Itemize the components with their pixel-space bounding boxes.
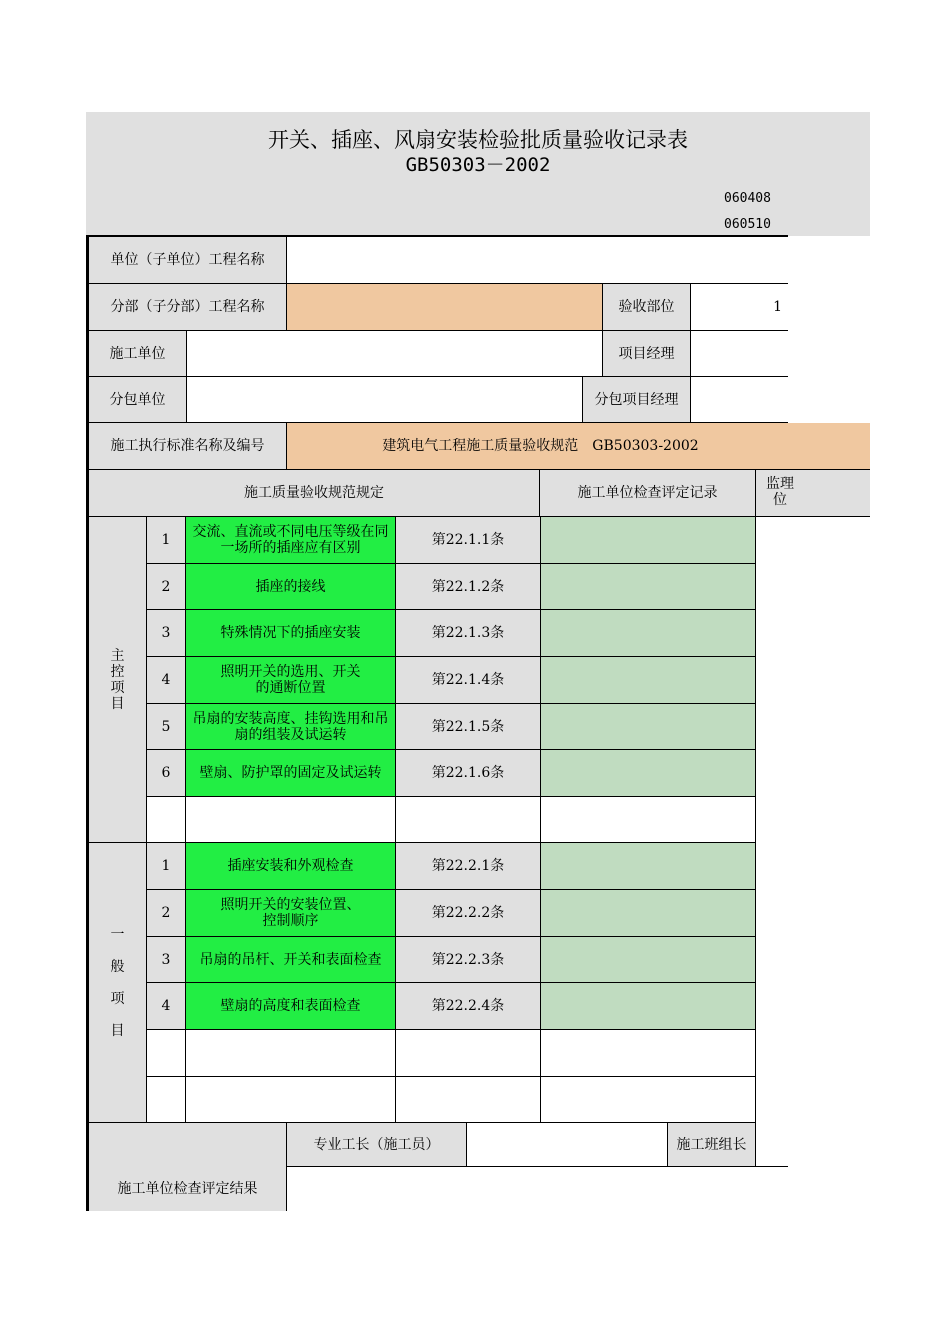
- general-item-record-empty[interactable]: [541, 1030, 756, 1077]
- main-item-desc: 壁扇、防护罩的固定及试运转: [186, 750, 396, 797]
- project-manager-field[interactable]: [691, 331, 788, 377]
- general-item-no: 3: [147, 937, 186, 983]
- main-item-desc: 特殊情况下的插座安装: [186, 610, 396, 657]
- general-item-no-empty: [147, 1077, 186, 1123]
- sub-project-manager-label: 分包项目经理: [583, 377, 691, 423]
- general-item-record[interactable]: [541, 843, 756, 890]
- sub-project-field[interactable]: [287, 284, 603, 331]
- main-item-no: 2: [147, 564, 186, 610]
- general-item-no: 4: [147, 983, 186, 1030]
- acceptance-part-label: 验收部位: [603, 284, 691, 331]
- general-item-no-empty: [147, 1030, 186, 1077]
- main-item-clause: 第22.1.3条: [396, 610, 541, 657]
- general-item-clause: 第22.2.1条: [396, 843, 541, 890]
- general-item-clause-empty: [396, 1077, 541, 1123]
- form-title: 开关、插座、风扇安装检验批质量验收记录表: [268, 128, 688, 152]
- main-item-no: 4: [147, 657, 186, 704]
- main-item-no-empty: [147, 797, 186, 843]
- main-item-desc: 交流、直流或不同电压等级在同一场所的插座应有区别: [186, 517, 396, 564]
- main-items-group-label: 主 控 项 目: [89, 517, 147, 843]
- main-item-record[interactable]: [541, 610, 756, 657]
- subcontractor-label: 分包单位: [89, 377, 187, 423]
- standard-value: 建筑电气工程施工质量验收规范 GB50303-2002: [287, 423, 870, 470]
- main-item-no: 1: [147, 517, 186, 564]
- result-field[interactable]: [287, 1167, 788, 1211]
- main-item-no: 3: [147, 610, 186, 657]
- sub-project-manager-field[interactable]: [691, 377, 788, 423]
- main-item-clause: 第22.1.2条: [396, 564, 541, 610]
- subcontractor-field[interactable]: [187, 377, 583, 423]
- main-item-clause-empty: [396, 797, 541, 843]
- main-item-desc: 照明开关的选用、开关的通断位置: [186, 657, 396, 704]
- main-item-record[interactable]: [541, 657, 756, 704]
- unit-project-field[interactable]: [287, 237, 788, 284]
- general-item-clause: 第22.2.2条: [396, 890, 541, 937]
- general-item-desc: 吊扇的吊杆、开关和表面检查: [186, 937, 396, 983]
- form-code-1: 060408: [724, 191, 771, 206]
- standard-code: GB50303－2002: [405, 154, 551, 176]
- general-item-record[interactable]: [541, 937, 756, 983]
- main-item-clause: 第22.1.5条: [396, 704, 541, 750]
- result-label: 施工单位检查评定结果: [89, 1167, 287, 1211]
- general-item-no: 1: [147, 843, 186, 890]
- foreman-label: 专业工长（施工员）: [287, 1123, 467, 1167]
- supervisor-header-line2: 位: [773, 492, 787, 508]
- footer-left-blank: [89, 1123, 287, 1167]
- main-item-record[interactable]: [541, 750, 756, 797]
- record-header: 施工单位检查评定记录: [540, 470, 756, 517]
- acceptance-part-value[interactable]: 1: [691, 284, 788, 331]
- form-code-2: 060510: [724, 217, 771, 232]
- contractor-label: 施工单位: [89, 331, 187, 377]
- main-item-clause: 第22.1.6条: [396, 750, 541, 797]
- supervisor-header: [756, 470, 870, 517]
- main-item-clause: 第22.1.4条: [396, 657, 541, 704]
- main-item-record[interactable]: [541, 704, 756, 750]
- general-item-no: 2: [147, 890, 186, 937]
- main-item-record[interactable]: [541, 517, 756, 564]
- foreman-field[interactable]: [467, 1123, 668, 1167]
- general-item-desc-empty: [186, 1077, 396, 1123]
- main-item-desc-empty: [186, 797, 396, 843]
- main-item-desc: 吊扇的安装高度、挂钩选用和吊扇的组装及试运转: [186, 704, 396, 750]
- supervisor-column-divider: [755, 517, 756, 1123]
- supervisor-header-line1: 监理: [766, 476, 794, 492]
- team-leader-label: 施工班组长: [668, 1123, 756, 1167]
- unit-project-label: 单位（子单位）工程名称: [89, 237, 287, 284]
- general-item-clause-empty: [396, 1030, 541, 1077]
- general-item-record[interactable]: [541, 890, 756, 937]
- project-manager-label: 项目经理: [603, 331, 691, 377]
- general-item-record[interactable]: [541, 983, 756, 1030]
- team-leader-field[interactable]: [756, 1123, 788, 1167]
- main-item-record-empty[interactable]: [541, 797, 756, 843]
- general-item-clause: 第22.2.3条: [396, 937, 541, 983]
- standard-label: 施工执行标准名称及编号: [89, 423, 287, 470]
- contractor-field[interactable]: [187, 331, 603, 377]
- general-item-desc: 照明开关的安装位置、控制顺序: [186, 890, 396, 937]
- spec-header: 施工质量验收规范规定: [89, 470, 540, 517]
- main-item-record[interactable]: [541, 564, 756, 610]
- main-item-no: 6: [147, 750, 186, 797]
- main-item-no: 5: [147, 704, 186, 750]
- general-item-record-empty[interactable]: [541, 1077, 756, 1123]
- general-item-clause: 第22.2.4条: [396, 983, 541, 1030]
- main-item-desc: 插座的接线: [186, 564, 396, 610]
- general-item-desc-empty: [186, 1030, 396, 1077]
- main-item-clause: 第22.1.1条: [396, 517, 541, 564]
- sub-project-label: 分部（子分部）工程名称: [89, 284, 287, 331]
- general-item-desc: 插座安装和外观检查: [186, 843, 396, 890]
- general-items-group-label: 一 般 项 目: [89, 843, 147, 1123]
- general-item-desc: 壁扇的高度和表面检查: [186, 983, 396, 1030]
